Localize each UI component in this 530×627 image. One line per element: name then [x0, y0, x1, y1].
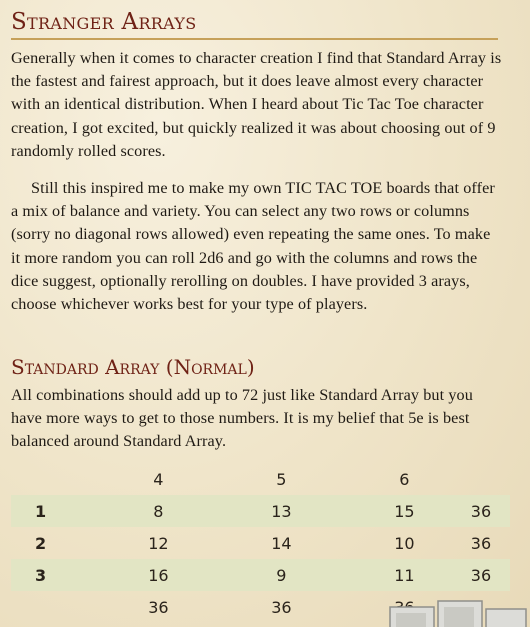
page-corner-ornament-icon [388, 597, 530, 627]
row-total: 36 [452, 559, 510, 591]
row-label: 2 [35, 533, 47, 553]
table-cell: 12 [148, 533, 169, 553]
table-row [11, 527, 510, 559]
section-paragraph: All combinations should add up to 72 just like Standard Array but you have more ways to get to those numbers. It is my belief that 5e is best balanced around Standard Array. [11, 386, 473, 451]
table-cell: 10 [394, 533, 415, 553]
row-total: 36 [452, 495, 510, 527]
column-total: 36 [271, 597, 292, 617]
table-row [11, 559, 510, 591]
table-cell: 14 [271, 533, 292, 553]
totals-label-cell [11, 591, 111, 623]
row-total: 36 [470, 533, 492, 553]
row-label: 1 [11, 495, 111, 527]
page-title: Stranger Arrays [11, 9, 197, 35]
table-cell: 9 [206, 559, 357, 591]
title-divider [11, 38, 498, 40]
table-header-row [11, 463, 510, 495]
column-header: 5 [276, 469, 287, 489]
table-cell: 8 [111, 495, 206, 527]
intro-paragraph: Generally when it comes to character creation I find that Standard Array is the fastest and fairest approach, but it does leave almost every character with an identical distribution. When I heard about Tic Tac Toe character creation, I got excited, but quickly realized it was about choosing out of 9 randomly rolled scores. [11, 49, 502, 160]
table-corner-cell [11, 463, 111, 495]
second-paragraph: Still this inspired me to make my own TIC TAC TOE boards that offer a mix of balance and variety. You can select any two rows or columns (sorry no diagonal rows allowed) even repeating the same ones. To make it more random you can roll 2d6 and go with the columns and rows the dice suggest, optionally rerolling on doubles. I have provided 3 arays, choose whichever works best for your type of players. [11, 179, 495, 314]
column-total: 36 [148, 597, 169, 617]
table-row [11, 495, 510, 527]
column-header: 6 [399, 469, 410, 489]
total-header-cell [452, 463, 510, 495]
section-heading: Standard Array (Normal) [11, 355, 255, 379]
row-label: 3 [11, 559, 111, 591]
table-cell: 15 [357, 495, 452, 527]
table-cell: 11 [357, 559, 452, 591]
table-cell: 16 [111, 559, 206, 591]
column-header: 4 [153, 469, 164, 489]
table-cell: 13 [206, 495, 357, 527]
